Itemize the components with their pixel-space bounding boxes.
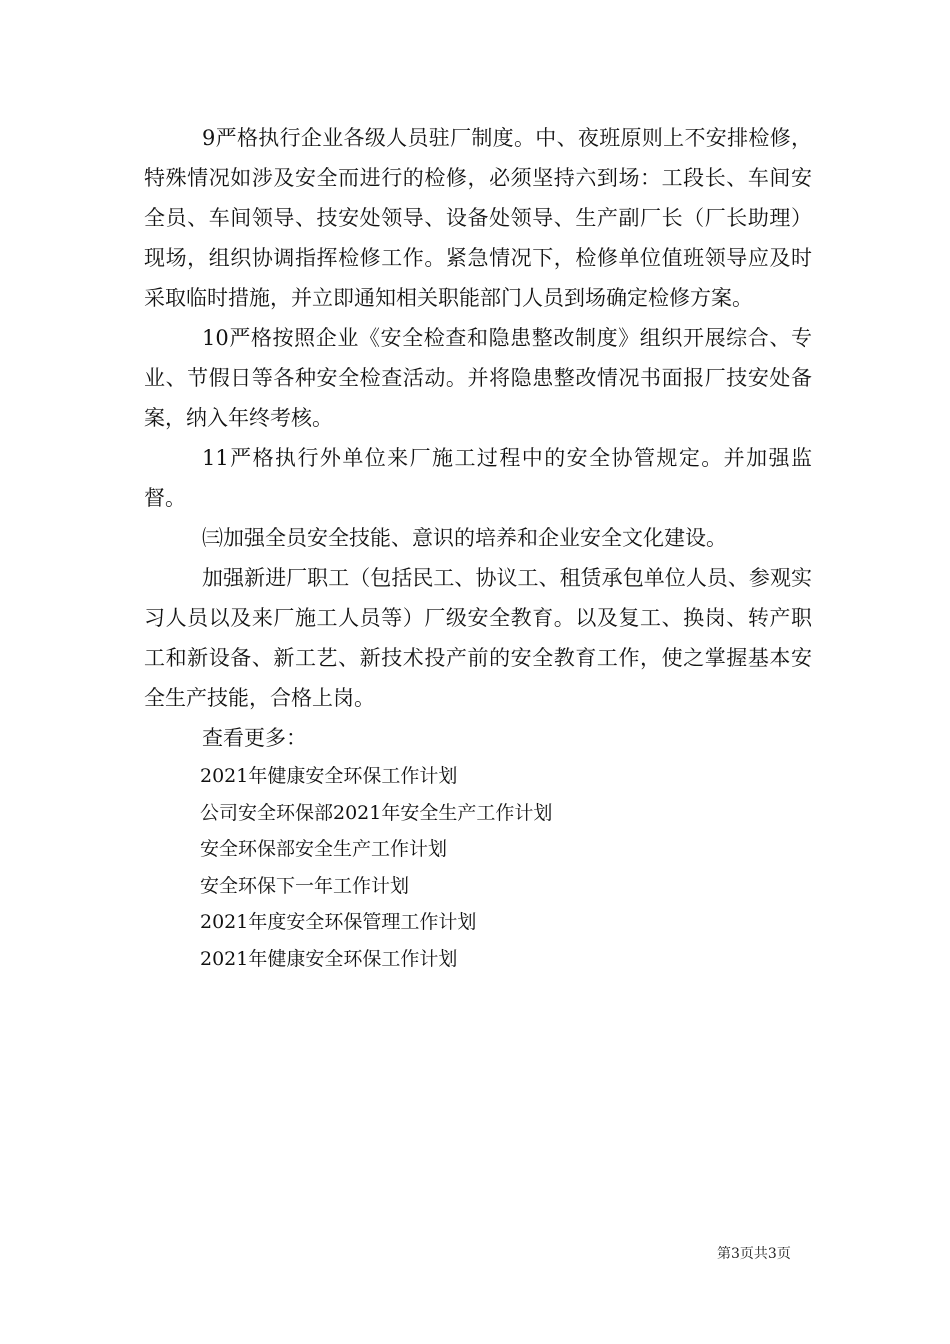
related-links-list (144, 758, 812, 977)
related-link[interactable]: 公司安全环保部2021年安全生产工作计划 (200, 801, 553, 824)
related-link[interactable]: 2021年度安全环保管理工作计划 (200, 911, 477, 933)
paragraph-item-11: 11严格执行外单位来厂施工过程中的安全协管规定。并加强监督。 (144, 446, 812, 510)
see-more-heading: 查看更多： (202, 726, 307, 750)
paragraph-item-10: 10严格按照企业《安全检查和隐患整改制度》组织开展综合、专业、节假日等各种安全检查活动。并将隐患整改情况书面报厂技安处备案，纳入年终考核。 (144, 326, 812, 430)
related-link[interactable]: 安全环保部安全生产工作计划 (200, 838, 448, 860)
section-heading-3: ㈢加强全员安全技能、意识的培养和企业安全文化建设。 (202, 526, 727, 550)
related-link[interactable]: 安全环保下一年工作计划 (200, 874, 410, 897)
document-body (144, 118, 812, 977)
related-link[interactable]: 2021年健康安全环保工作计划 (200, 947, 458, 970)
paragraph-item-9: 9严格执行企业各级人员驻厂制度。中、夜班原则上不安排检修，特殊情况如涉及安全而进行的检修，必须坚持六到场：工段长、车间安全员、车间领导、技安处领导、设备处领导、生产副厂长（厂长助理）现场，组织协调指挥检修工作。紧急情况下，检修单位值班领导应及时采取临时措施，并立即通知相关职能部门人员到场确定检修方案。 (144, 126, 812, 310)
paragraph-training: 加强新进厂职工（包括民工、协议工、租赁承包单位人员、参观实习人员以及来厂施工人员等）厂级安全教育。以及复工、换岗、转产职工和新设备、新工艺、新技术投产前的安全教育工作，使之掌握基本安全生产技能，合格上岗。 (144, 566, 812, 710)
related-link[interactable]: 2021年健康安全环保工作计划 (200, 765, 458, 787)
page-number-footer: 第3页共3页 (717, 1246, 791, 1262)
